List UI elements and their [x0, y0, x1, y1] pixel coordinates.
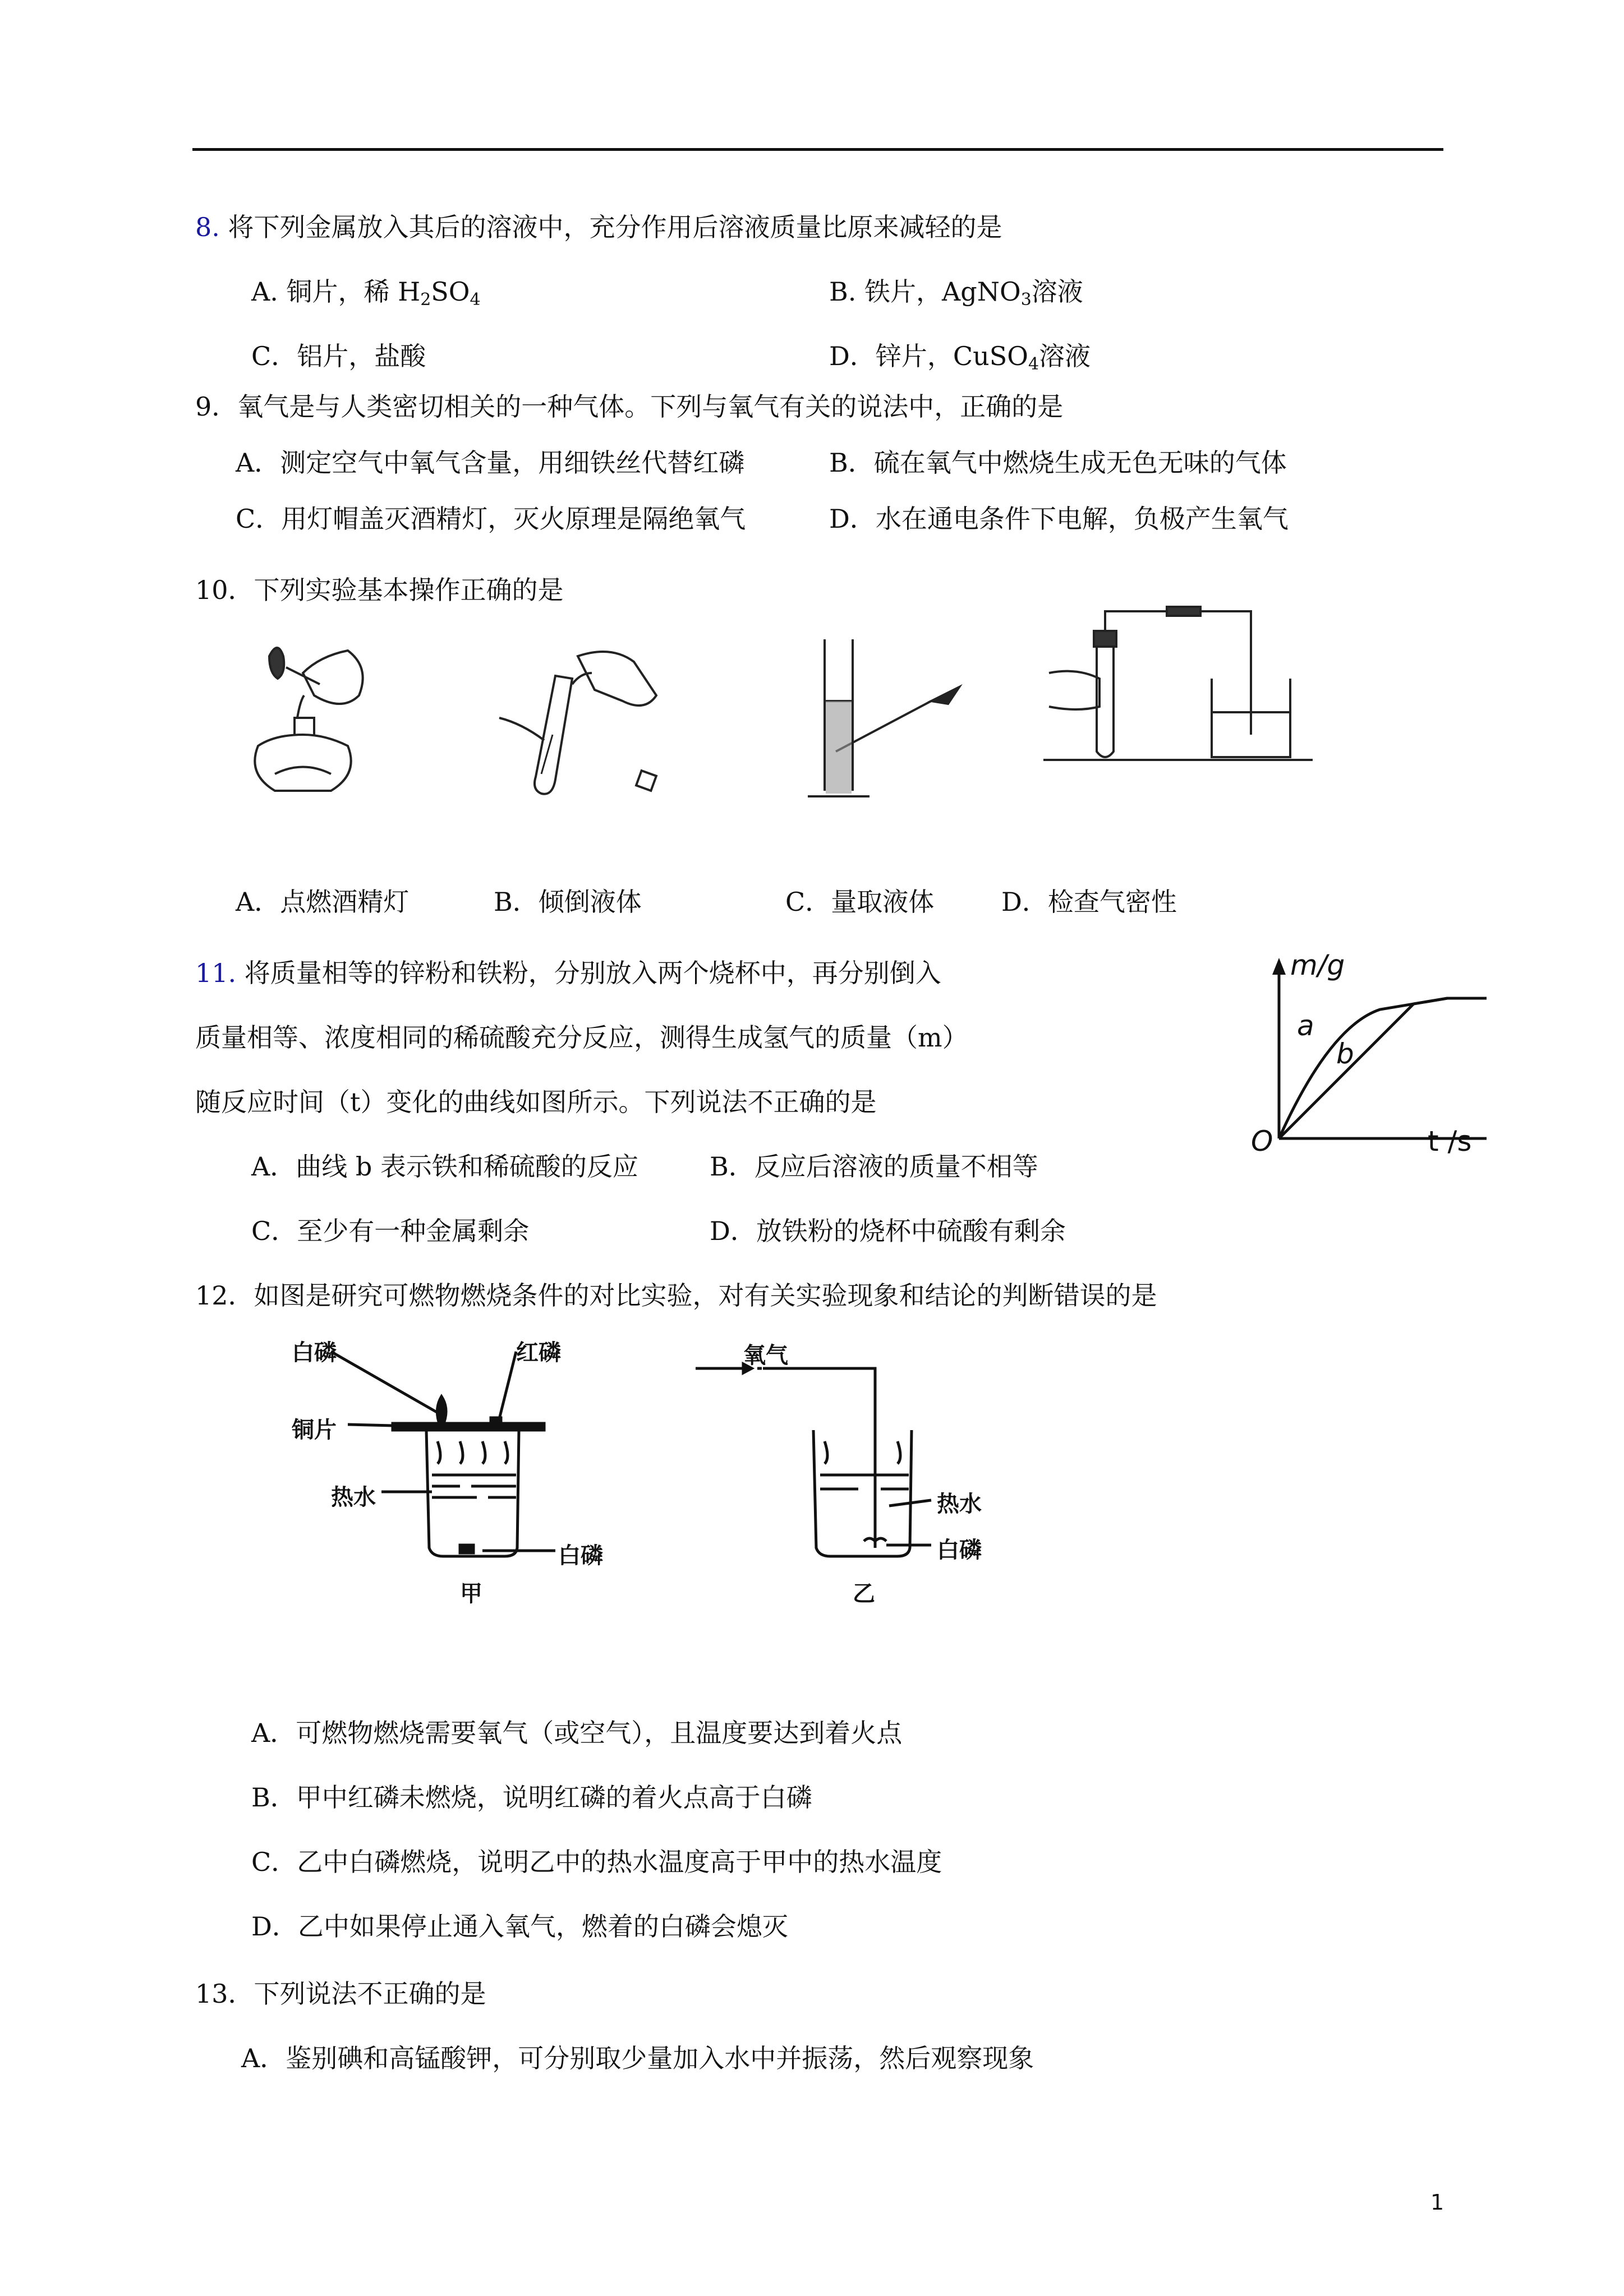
q10-option-d: D．检查气密性	[1001, 887, 1177, 917]
q12-option-a: A．可燃物燃烧需要氧气（或空气），且温度要达到着火点	[251, 1718, 903, 1748]
airtightness-check-figure	[1043, 600, 1313, 768]
q11-line1: 11. 将质量相等的锌粉和铁粉，分别放入两个烧杯中，再分别倒入	[195, 958, 941, 988]
q13-stem: 13．下列说法不正确的是	[195, 1979, 486, 2009]
graph-y-label: m/g	[1290, 949, 1345, 981]
label-white-phosphorus-yi: 白磷	[937, 1537, 982, 1563]
graph-curve-a-label: a	[1297, 1009, 1314, 1042]
q12-stem: 12．如图是研究可燃物燃烧条件的对比实验，对有关实验现象和结论的判断错误的是	[195, 1280, 1157, 1311]
label-oxygen: 氧气	[743, 1343, 788, 1368]
q11-option-d: D．放铁粉的烧杯中硫酸有剩余	[710, 1216, 1066, 1246]
q8-option-b: B. 铁片，AgNO$_3$溶液	[829, 276, 1083, 310]
label-white-phosphorus: 白磷	[292, 1340, 337, 1366]
alcohol-lamp-figure	[236, 634, 376, 802]
q9-option-b: B．硫在氧气中燃烧生成无色无味的气体	[829, 448, 1287, 478]
q11-line3: 随反应时间（t）变化的曲线如图所示。下列说法不正确的是	[195, 1087, 877, 1117]
q10-stem: 10．下列实验基本操作正确的是	[195, 575, 564, 605]
graph-curve-b-label: b	[1336, 1038, 1354, 1070]
q11-option-a: A．曲线 b 表示铁和稀硫酸的反应	[251, 1151, 638, 1182]
q11-option-c: C．至少有一种金属剩余	[251, 1216, 530, 1246]
label-yi: 乙	[853, 1581, 875, 1607]
hydrogen-mass-graph	[1245, 948, 1492, 1172]
q9-option-a: A．测定空气中氧气含量，用细铁丝代替红磷	[236, 448, 745, 478]
q12-option-c: C．乙中白磷燃烧，说明乙中的热水温度高于甲中的热水温度	[251, 1847, 942, 1877]
page-number: 1	[1430, 2190, 1444, 2215]
pouring-liquid-figure	[488, 634, 668, 813]
q12-option-d: D．乙中如果停止通入氧气，燃着的白磷会熄灭	[251, 1911, 788, 1942]
q13-option-a: A．鉴别碘和高锰酸钾，可分别取少量加入水中并振荡，然后观察现象	[241, 2043, 1034, 2073]
q9-option-c: C．用灯帽盖灭酒精灯，灭火原理是隔绝氧气	[236, 504, 746, 534]
label-copper-sheet: 铜片	[292, 1417, 337, 1443]
q8-option-a: A. 铜片，稀 $H_2SO_4$	[251, 276, 481, 310]
graph-origin: O	[1251, 1125, 1273, 1158]
label-hot-water-yi: 热水	[937, 1491, 982, 1517]
q8-option-c: C．铝片，盐酸	[251, 341, 426, 371]
q12-option-b: B．甲中红磷未燃烧，说明红磷的着火点高于白磷	[251, 1782, 812, 1813]
measuring-cylinder-figure	[802, 634, 982, 813]
q8-option-d: D．锌片，CuSO$_4$溶液	[829, 341, 1091, 374]
label-jia: 甲	[460, 1581, 482, 1607]
q11-line2: 质量相等、浓度相同的稀硫酸充分反应，测得生成氢气的质量（m）	[195, 1022, 968, 1053]
q11-option-b: B．反应后溶液的质量不相等	[710, 1151, 1038, 1182]
experiment-jia-figure	[292, 1329, 651, 1621]
label-hot-water: 热水	[331, 1484, 376, 1510]
label-white-phosphorus-bottom: 白磷	[558, 1543, 603, 1569]
q9-option-d: D．水在通电条件下电解，负极产生氧气	[829, 504, 1289, 534]
q10-option-a: A．点燃酒精灯	[236, 887, 410, 917]
label-red-phosphorus: 红磷	[516, 1340, 561, 1366]
q9-stem: 9．氧气是与人类密切相关的一种气体。下列与氧气有关的说法中，正确的是	[195, 391, 1064, 422]
graph-x-label: t /s	[1428, 1125, 1472, 1158]
q8-stem: 8. 将下列金属放入其后的溶液中，充分作用后溶液质量比原来减轻的是	[195, 212, 1002, 242]
q10-option-b: B．倾倒液体	[494, 887, 642, 917]
header-rule	[192, 148, 1443, 151]
q10-option-c: C．量取液体	[785, 887, 935, 917]
experiment-yi-figure	[690, 1329, 1038, 1621]
